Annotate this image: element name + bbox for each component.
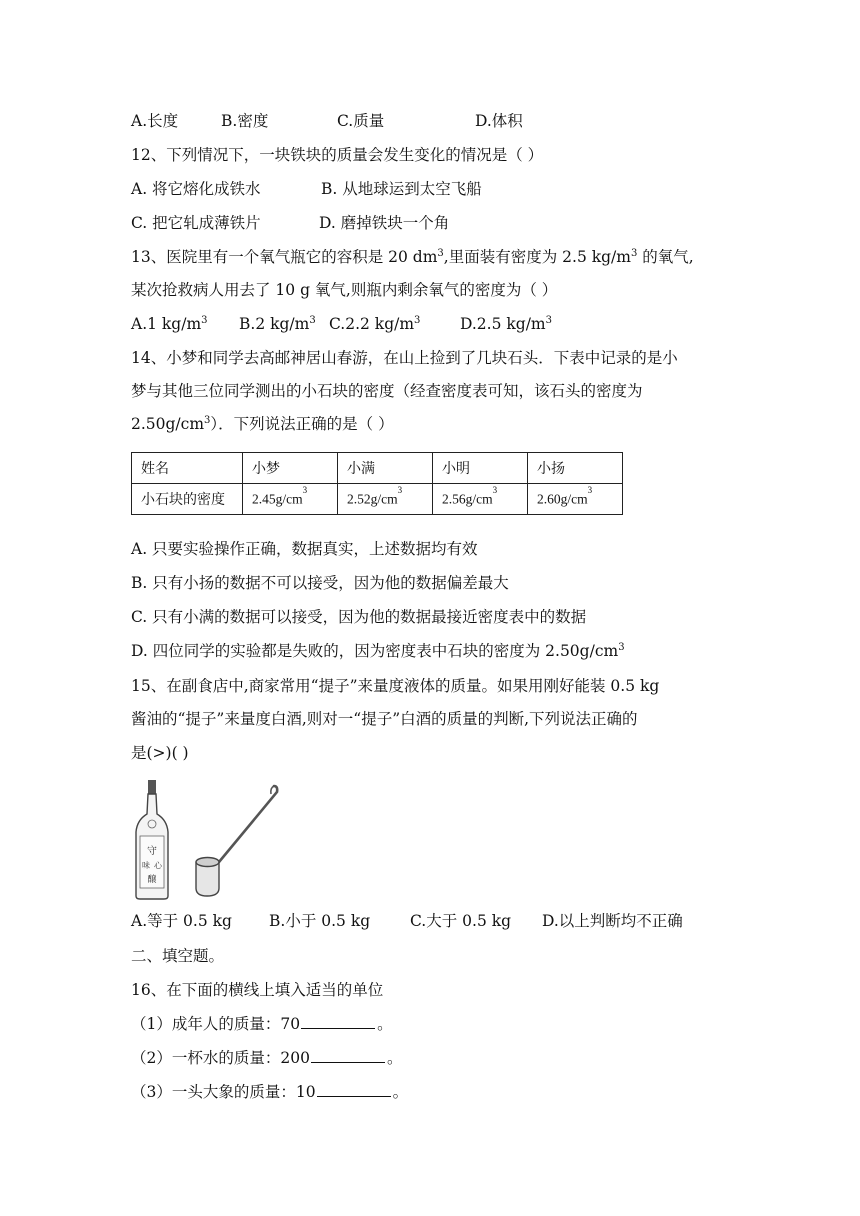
table-cell: 小明 <box>433 453 528 484</box>
q14-option-b: B. 只有小扬的数据不可以接受，因为他的数据偏差最大 <box>131 574 509 592</box>
superscript: 3 <box>630 248 638 259</box>
superscript: 3 <box>204 415 211 426</box>
q15-option-c: C.大于 0.5 kg <box>410 912 512 930</box>
q11-option-d: D.体积 <box>475 112 523 130</box>
superscript: 3 <box>618 642 625 653</box>
q16-stem: 16、在下面的横线上填入适当的单位 <box>131 981 384 999</box>
q11-option-c: C.质量 <box>337 112 385 130</box>
table-row-label: 小石块的密度 <box>132 484 243 515</box>
q14-stem-part1: 2.50g/cm <box>131 415 205 433</box>
q14-stem-line1: 14、小梦和同学去高邮神居山春游，在山上捡到了几块石头．下表中记录的是小 <box>131 349 678 367</box>
period: 。 <box>392 1083 409 1101</box>
q13-option-a: A.1 $kg/m^3$ <box>131 315 208 333</box>
density-table <box>131 452 623 515</box>
q16-item-2 <box>131 1048 402 1068</box>
q16-item-1 <box>131 1014 393 1034</box>
q13-options <box>131 314 552 337</box>
svg-text:味: 味 <box>142 861 150 870</box>
table-cell: $2.45g/cm^3$ <box>243 484 338 515</box>
q15-option-b: B.小于 0.5 kg <box>269 912 371 930</box>
svg-text:心: 心 <box>154 861 162 870</box>
q16-item-3-text: （3）一头大象的质量：10 <box>131 1083 316 1101</box>
q14-stem-line3 <box>131 414 394 437</box>
q13-option-d: D.2.5 $kg/m^3$ <box>460 315 552 333</box>
q15-option-d: D.以上判断均不正确 <box>542 912 683 930</box>
q15-stem-line1: 15、在副食店中,商家常用“提子”来量度液体的质量。如果用刚好能装 0.5 kg <box>131 677 660 695</box>
q13-option-b: B.2 $kg/m^3$ <box>239 315 316 333</box>
q13-stem-part3: 的氧气, <box>637 248 694 266</box>
q13-stem-line1 <box>131 247 694 270</box>
svg-text:守: 守 <box>147 846 157 857</box>
q11-options <box>131 111 523 131</box>
q12-option-b: B. 从地球运到太空飞船 <box>321 180 482 198</box>
q14-stem-part2: ）．下列说法正确的是（ ） <box>210 415 394 433</box>
q14-option-d-line <box>131 641 625 664</box>
answer-blank[interactable] <box>311 1048 385 1063</box>
q15-option-a: A.等于 0.5 kg <box>131 912 232 930</box>
q12-option-c: C. 把它轧成薄铁片 <box>131 214 261 232</box>
q12-option-d: D. 磨掉铁块一个角 <box>319 214 450 232</box>
q14-stem-line2: 梦与其他三位同学测出的小石块的密度（经查密度表可知，该石头的密度为 <box>131 382 643 400</box>
bottle-and-ladle-illustration <box>131 780 281 900</box>
table-cell: 姓名 <box>132 453 243 484</box>
table-cell: 小扬 <box>528 453 623 484</box>
q16-item-1-text: （1）成年人的质量：70 <box>131 1015 301 1033</box>
q16-item-3 <box>131 1082 408 1102</box>
q14-option-d: D. 四位同学的实验都是失败的，因为密度表中石块的密度为 2.50g/cm <box>131 642 619 660</box>
q15-stem-line2: 酱油的“提子”来量度白酒,则对一“提子”白酒的质量的判断,下列说法正确的 <box>131 710 638 728</box>
q14-option-c: C. 只有小满的数据可以接受，因为他的数据最接近密度表中的数据 <box>131 608 587 626</box>
q11-option-a: A.长度 <box>131 112 179 130</box>
table-row <box>132 484 623 515</box>
table-cell: $2.56g/cm^3$ <box>433 484 528 515</box>
answer-blank[interactable] <box>301 1014 375 1029</box>
q12-stem: 12、下列情况下，一块铁块的质量会发生变化的情况是（ ） <box>131 146 544 164</box>
q13-stem-part2: ,里面装有密度为 2.5 kg/m <box>443 248 631 266</box>
q15-stem-line3: 是(>)( ) <box>131 744 189 762</box>
period: 。 <box>377 1015 393 1033</box>
table-cell: $2.52g/cm^3$ <box>338 484 433 515</box>
q12-option-a: A. 将它熔化成铁水 <box>131 180 261 198</box>
q13-stem-part1: 13、医院里有一个氧气瓶它的容积是 20 dm <box>131 248 438 266</box>
answer-blank[interactable] <box>317 1082 391 1097</box>
period: 。 <box>386 1049 403 1067</box>
sake-bottle-image <box>136 780 168 899</box>
ladle-image <box>196 786 277 896</box>
superscript: 3 <box>437 248 444 259</box>
q13-option-c: C.2.2 $kg/m^3$ <box>329 315 421 333</box>
q11-option-b: B.密度 <box>221 112 269 130</box>
q14-option-a: A. 只要实验操作正确，数据真实，上述数据均有效 <box>131 540 478 558</box>
q12-options-row2 <box>131 213 449 233</box>
table-header-row <box>132 453 623 484</box>
table-cell: 小满 <box>338 453 433 484</box>
table-cell: $2.60g/cm^3$ <box>528 484 623 515</box>
q12-options-row1 <box>131 179 482 199</box>
q13-stem-line2: 某次抢救病人用去了 10 g 氧气,则瓶内剩余氧气的密度为（ ） <box>131 281 558 299</box>
table-cell: 小梦 <box>243 453 338 484</box>
svg-text:醸: 醸 <box>147 875 157 885</box>
q15-options <box>131 911 683 931</box>
q16-item-2-text: （2）一杯水的质量：200 <box>131 1049 310 1067</box>
section-heading: 二、填空题。 <box>131 947 225 965</box>
